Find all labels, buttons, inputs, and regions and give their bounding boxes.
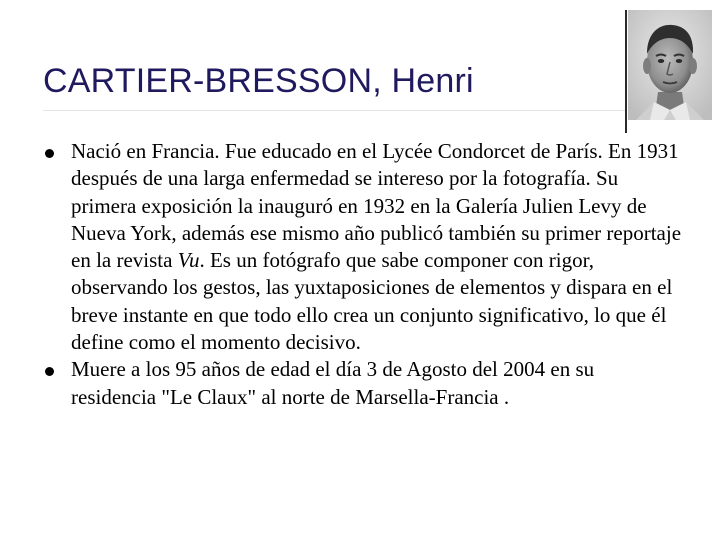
bullet-item-death [42,356,682,411]
bullet-dot-icon [45,149,54,158]
bullet-text-part: . Es un fotógrafo que sabe componer con rigor, observando los gestos, las yuxtaposiciones de elementos y dispara en el breve instante en que todo ello crea un conjunto significativo, lo que él define como el momento decisivo. [71,248,673,355]
title-divider [43,110,628,111]
portrait-photo-icon [628,10,712,120]
bullet-list [42,138,682,411]
photo-border-line [625,10,627,133]
bullet-dot-icon [45,367,54,376]
magazine-name: Vu [177,248,200,273]
bullet-item-biography [42,138,682,356]
bullet-text: Muere a los 95 años de edad el día 3 de Agosto del 2004 en su residencia "Le Claux" al norte de Marsella-Francia . [71,357,595,409]
bullet-text-part: Nació en Francia. Fue educado en el Lycée Condorcet de París. En 1931 después de una larga enfermedad se intereso por la fotografía. Su primera exposición la inauguró en 1932 en la Galería Julien Levy de Nueva York, además ese mismo año publicó también su primer reportaje en la revista [71,139,682,273]
bullet-text [71,139,681,354]
slide-title: CARTIER-BRESSON, Henri [43,62,474,100]
portrait-photo [625,10,713,133]
